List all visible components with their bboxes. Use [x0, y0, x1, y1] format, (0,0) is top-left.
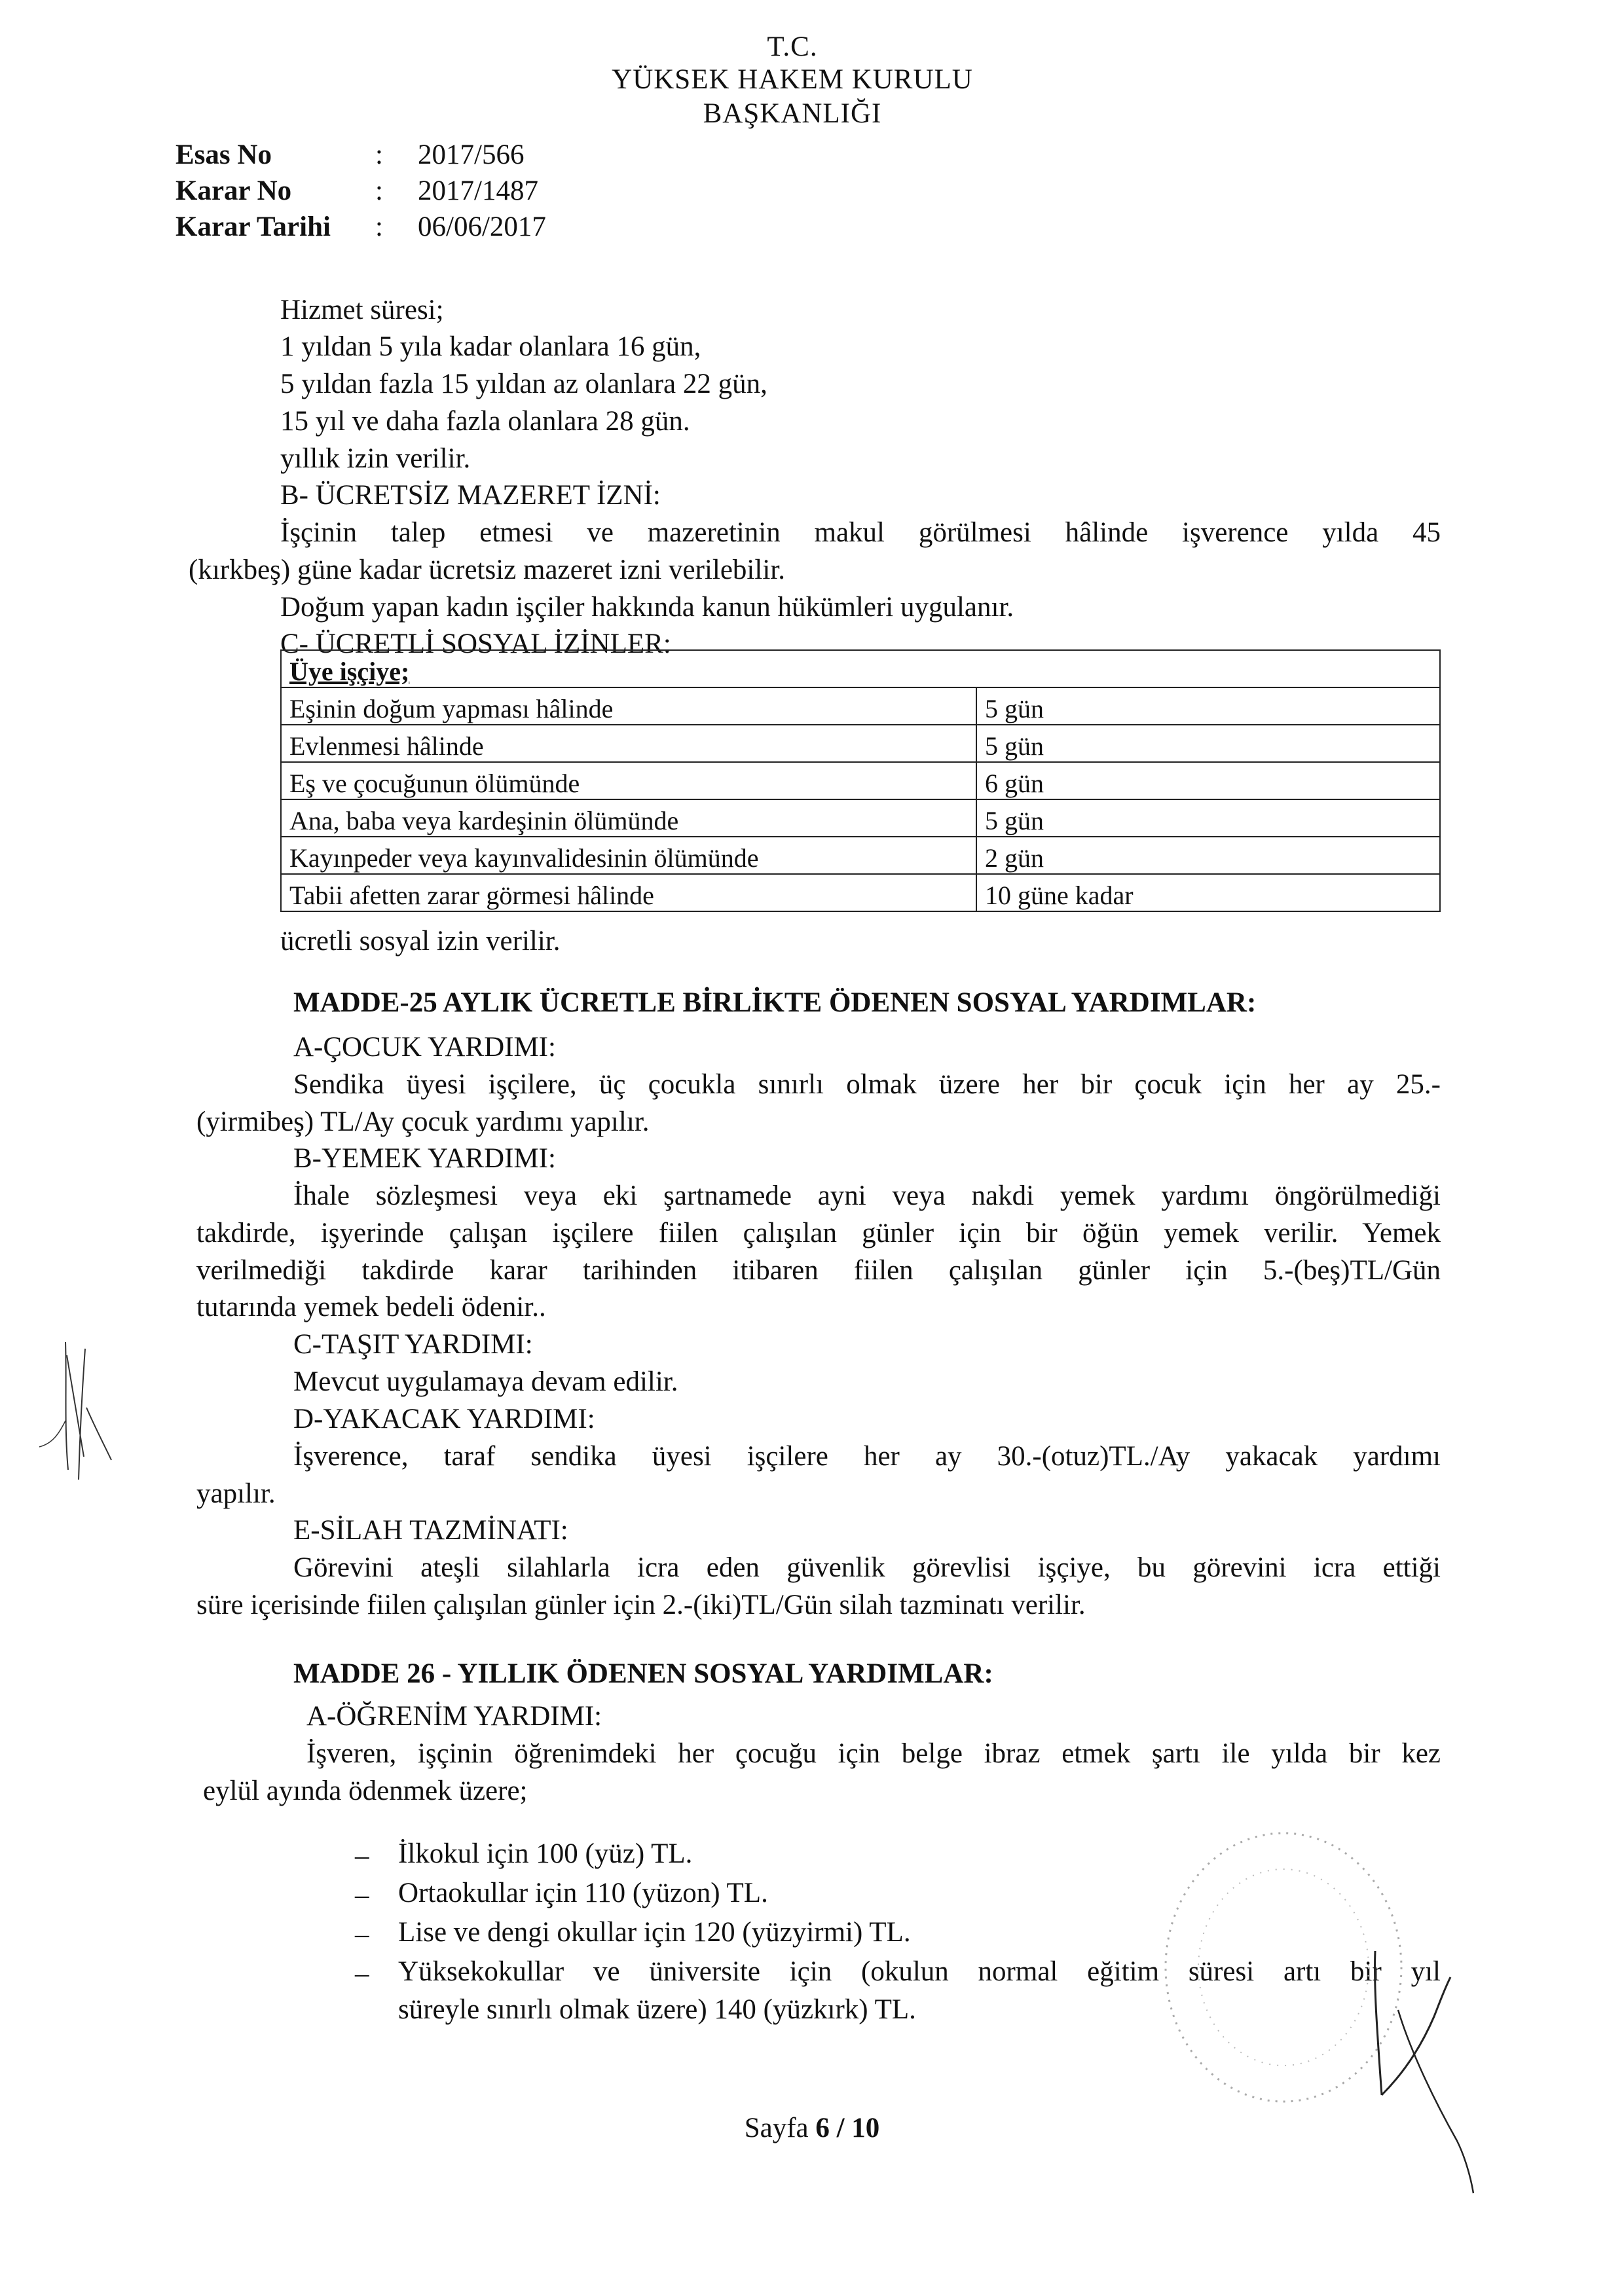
madde25-a-title: A-ÇOCUK YARDIMI: — [293, 1032, 556, 1063]
meta-key: Karar No — [175, 175, 292, 206]
meta-key: Karar Tarihi — [175, 211, 331, 242]
madde26-title: MADDE 26 - YILLIK ÖDENEN SOSYAL YARDIMLAR: — [293, 1658, 993, 1689]
meta-key: Esas No — [175, 139, 272, 170]
meta-colon: : — [375, 211, 383, 242]
header-institution: YÜKSEK HAKEM KURULU — [612, 64, 973, 95]
madde25-e-title: E-SİLAH TAZMİNATI: — [293, 1515, 568, 1546]
table-row — [281, 874, 1440, 911]
service-line: 15 yıl ve daha fazla olanlara 28 gün. — [280, 406, 690, 437]
meta-value: 2017/566 — [418, 139, 525, 170]
table-cell-label: Eş ve çocuğunun ölümünde — [281, 762, 976, 799]
header-tc: T.C. — [767, 31, 818, 62]
madde25-b-title: B-YEMEK YARDIMI: — [293, 1143, 556, 1174]
madde25-a-line2: (yirmibeş) TL/Ay çocuk yardımı yapılır. — [196, 1106, 650, 1137]
table-head-cell: Üye işçiye; — [281, 650, 1440, 687]
table-row — [281, 762, 1440, 799]
table-cell-label: Kayınpeder veya kayınvalidesinin ölümünde — [281, 837, 976, 874]
service-line: yıllık izin verilir. — [280, 443, 471, 474]
bullet-dash: – — [355, 1919, 369, 1950]
madde26-a-line1: İşveren, işçinin öğrenimdeki her çocuğu için belge ibraz etmek şartı ile yılda bir kez — [306, 1738, 1441, 1769]
meta-colon: : — [375, 139, 383, 170]
table-row — [281, 837, 1440, 874]
madde25-d-line2: yapılır. — [196, 1478, 276, 1509]
table-cell-label: Evlenmesi hâlinde — [281, 725, 976, 762]
table-cell-label: Eşinin doğum yapması hâlinde — [281, 687, 976, 725]
bullet-item-continuation: süreyle sınırlı olmak üzere) 140 (yüzkırk) TL. — [398, 1994, 916, 2025]
meta-karar — [175, 175, 546, 211]
handwritten-initial-icon — [26, 1329, 138, 1493]
madde25-a-line1: Sendika üyesi işçilere, üç çocukla sınırlı olmak üzere her bir çocuk için her ay 25.- — [293, 1069, 1441, 1100]
section-b-title: B- ÜCRETSİZ MAZERET İZNİ: — [280, 480, 661, 511]
meta-value: 06/06/2017 — [418, 211, 546, 242]
table-cell-value: 5 gün — [976, 687, 1440, 725]
social-leave-table — [280, 649, 1441, 912]
table-cell-value: 5 gün — [976, 799, 1440, 837]
madde25-b-line1: İhale sözleşmesi veya eki şartnamede ayni veya nakdi yemek yardımı öngörülmediği — [293, 1180, 1441, 1211]
case-meta — [175, 139, 546, 247]
bullet-dash: – — [355, 1840, 369, 1871]
table-cell-value: 5 gün — [976, 725, 1440, 762]
madde26-a-title: A-ÖĞRENİM YARDIMI: — [306, 1701, 602, 1732]
madde25-e-line2: süre içerisinde fiilen çalışılan günler için 2.-(iki)TL/Gün silah tazminatı verilir. — [196, 1590, 1086, 1620]
section-b-para2: Doğum yapan kadın işçiler hakkında kanun hükümleri uygulanır. — [280, 592, 1014, 623]
madde25-c-line1: Mevcut uygulamaya devam edilir. — [293, 1366, 678, 1397]
table-cell-value: 10 güne kadar — [976, 874, 1440, 911]
table-cell-label: Ana, baba veya kardeşinin ölümünde — [281, 799, 976, 837]
table-row — [281, 799, 1440, 837]
signature-icon — [1336, 1931, 1506, 2206]
section-c-closing: ücretli sosyal izin verilir. — [280, 926, 561, 957]
madde25-b-line3: verilmediği takdirde karar tarihinden itibaren fiilen çalışılan günler için 5.-(beş)TL/Gün — [196, 1255, 1441, 1286]
section-b-para-line1: İşçinin talep etmesi ve mazeretinin makul görülmesi hâlinde işverence yılda 45 — [280, 517, 1441, 548]
meta-tarih — [175, 211, 546, 247]
table-cell-value: 6 gün — [976, 762, 1440, 799]
madde25-d-line1: İşverence, taraf sendika üyesi işçilere her ay 30.-(otuz)TL./Ay yakacak yardımı — [293, 1441, 1441, 1472]
page-count: 6 / 10 — [815, 2113, 880, 2143]
service-title: Hizmet süresi; — [280, 295, 444, 325]
madde25-b-line4: tutarında yemek bedeli ödenir.. — [196, 1292, 546, 1322]
table-row — [281, 725, 1440, 762]
page-prefix: Sayfa — [744, 2113, 809, 2143]
meta-value: 2017/1487 — [418, 175, 538, 206]
madde25-e-line1: Görevini ateşli silahlarla icra eden güvenlik görevlisi işçiye, bu görevini icra ettiği — [293, 1552, 1441, 1583]
section-c-title: C- ÜCRETLİ SOSYAL İZİNLER: — [280, 629, 671, 659]
header-presidency: BAŞKANLIĞI — [703, 98, 882, 129]
bullet-dash: – — [355, 1880, 369, 1910]
table-row — [281, 687, 1440, 725]
table-cell-value: 2 gün — [976, 837, 1440, 874]
madde25-d-title: D-YAKACAK YARDIMI: — [293, 1404, 595, 1434]
meta-esas — [175, 139, 546, 175]
service-line: 1 yıldan 5 yıla kadar olanlara 16 gün, — [280, 331, 701, 362]
bullet-dash: – — [355, 1958, 369, 1989]
table-header-row — [281, 650, 1440, 687]
madde26-a-line2: eylül ayında ödenmek üzere; — [203, 1776, 528, 1806]
madde25-c-title: C-TAŞIT YARDIMI: — [293, 1329, 533, 1360]
table-cell-label: Tabii afetten zarar görmesi hâlinde — [281, 874, 976, 911]
meta-colon: : — [375, 175, 383, 206]
bullet-item: İlkokul için 100 (yüz) TL. — [398, 1838, 693, 1869]
madde25-b-line2: takdirde, işyerinde çalışan işçilere fiilen çalışılan günler için bir öğün yemek verilir. Yemek — [196, 1218, 1441, 1248]
service-line: 5 yıldan fazla 15 yıldan az olanlara 22 gün, — [280, 369, 767, 399]
bullet-item: Lise ve dengi okullar için 120 (yüzyirmi) TL. — [398, 1917, 911, 1948]
bullet-item: Yüksekokullar ve üniversite için (okulun normal eğitim süresi artı bir yıl — [398, 1956, 1441, 1987]
bullet-item: Ortaokullar için 110 (yüzon) TL. — [398, 1878, 768, 1908]
section-b-para-line2: (kırkbeş) güne kadar ücretsiz mazeret izni verilebilir. — [189, 555, 785, 585]
madde25-title: MADDE-25 AYLIK ÜCRETLE BİRLİKTE ÖDENEN SOSYAL YARDIMLAR: — [293, 987, 1257, 1018]
